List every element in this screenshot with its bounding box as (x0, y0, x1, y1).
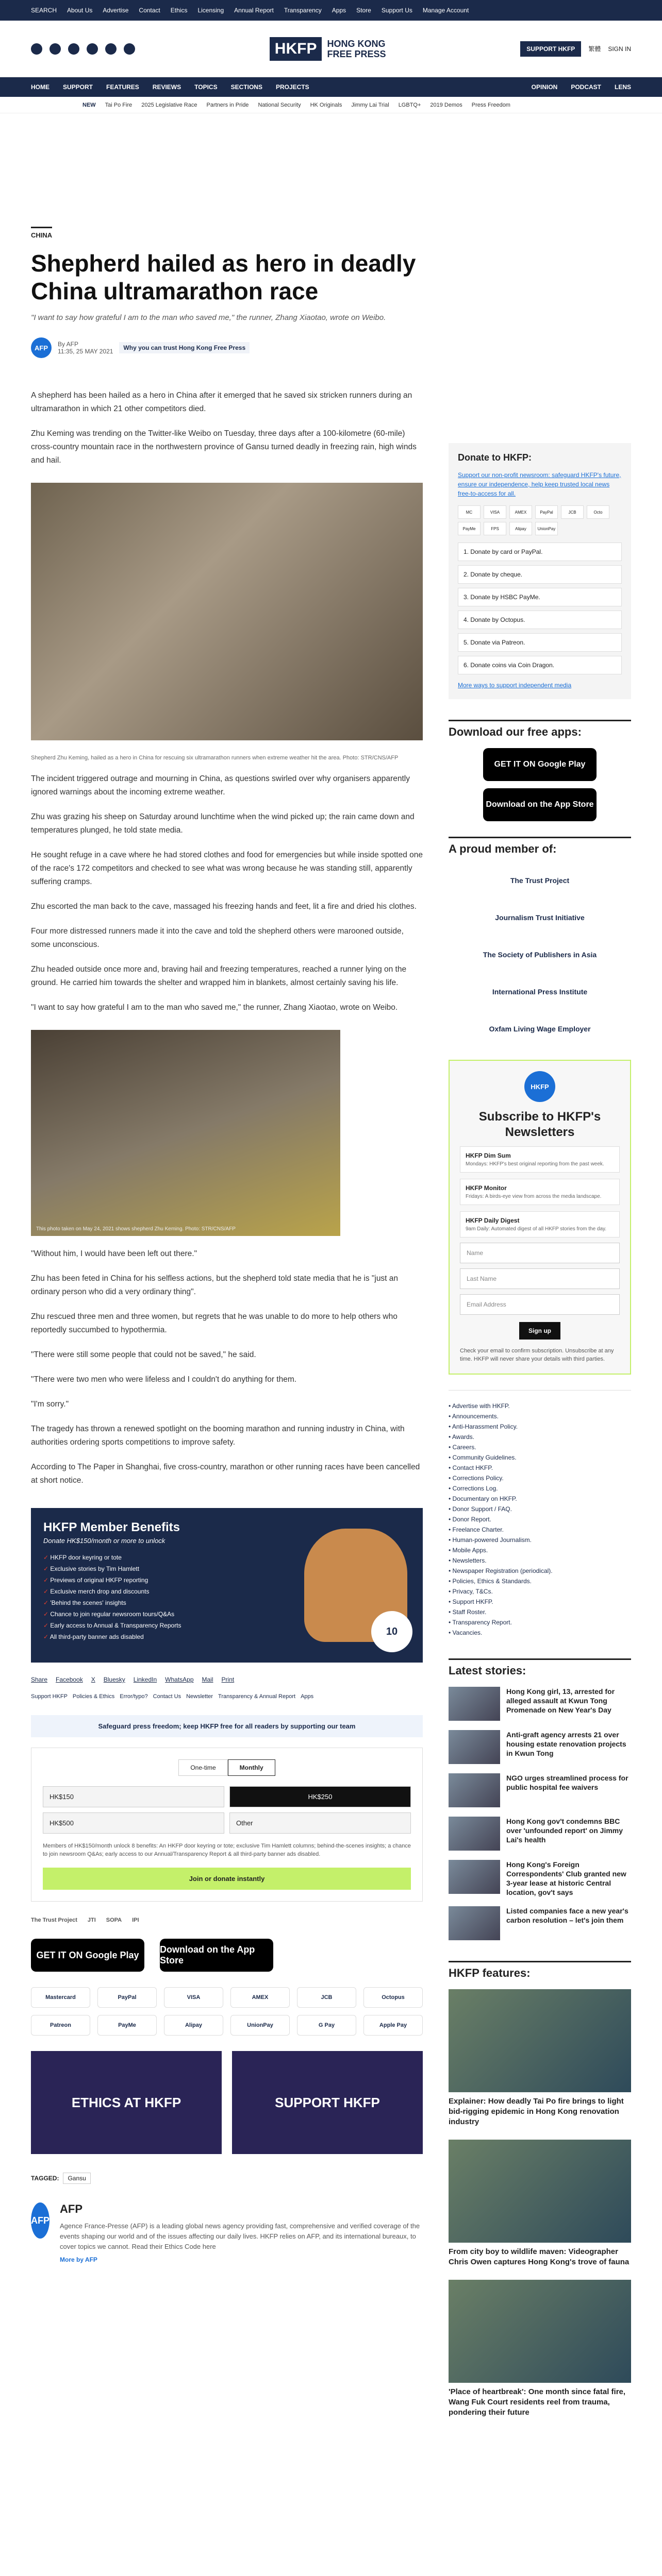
apps-title: Download our free apps: (449, 720, 631, 739)
share-bar (31, 1676, 423, 1683)
apps-link[interactable]: Apps (332, 7, 346, 14)
payment-icon[interactable]: UnionPay (230, 2015, 290, 2036)
nav-projects[interactable]: PROJECTS (275, 83, 309, 91)
tagged-label: TAGGED: (31, 2175, 59, 2182)
feature-title[interactable]: 'Place of heartbreak': One month since fatal fire, Wang Fuk Court residents reel from trauma, pondering their future (449, 2387, 626, 2417)
paragraph: "I'm sorry." (31, 1400, 69, 1409)
language-link[interactable]: 繁體 (588, 45, 601, 53)
ethics-link[interactable]: Ethics (170, 7, 188, 14)
donate-option[interactable]: 5. Donate via Patreon. (458, 633, 622, 652)
payment-icon[interactable]: G Pay (297, 2015, 356, 2036)
footer-link[interactable]: Apps (301, 1693, 314, 1700)
benefit-item: ✓ HKFP door keyring or tote (43, 1552, 410, 1563)
footer-links (31, 1693, 423, 1700)
utility-link[interactable]: • Community Guidelines. (449, 1452, 631, 1463)
paragraph: Four more distressed runners made it into the cave and told the shepherd others were marooned outside, some unconscious. (31, 927, 404, 949)
benefits-tagline: Donate HK$150/month or more to unlock (43, 1537, 166, 1545)
ten-years-badge: 10 (371, 1611, 412, 1652)
article-title: Shepherd hailed as hero in deadly China ultramarathon race (31, 250, 416, 304)
member-title: A proud member of: (449, 837, 631, 856)
story-title[interactable]: NGO urges streamlined process for public hospital fee waivers (506, 1774, 628, 1791)
benefit-item: ✓ 'Behind the scenes' insights (43, 1597, 410, 1608)
google-play-button[interactable]: GET IT ON Google Play (31, 1939, 144, 1972)
monthly-tab[interactable]: Monthly (228, 1759, 275, 1776)
jti-logo[interactable]: JTI (87, 1917, 96, 1923)
donate-sidebar (449, 443, 631, 699)
feature-item[interactable] (449, 2280, 631, 2418)
nav-home[interactable]: HOME (31, 83, 49, 91)
app-store-button[interactable]: Download on the App Store (483, 788, 597, 821)
utility-link[interactable]: • Privacy, T&Cs. (449, 1586, 631, 1597)
sopa-logo[interactable]: The Society of Publishers in Asia (483, 951, 597, 959)
footer-link[interactable]: Policies & Ethics (72, 1693, 115, 1700)
utility-link[interactable]: • Donor Support / FAQ. (449, 1504, 631, 1514)
utility-link[interactable]: • Corrections Policy. (449, 1473, 631, 1483)
donate-title: Donate to HKFP: (458, 452, 532, 463)
trending-bar (0, 97, 662, 113)
jti-logo[interactable]: Journalism Trust Initiative (495, 913, 585, 922)
promo-videos (31, 2051, 423, 2154)
story-thumbnail (449, 1817, 500, 1851)
benefits-title: HKFP Member Benefits (43, 1520, 180, 1534)
utility-link[interactable]: • Mobile Apps. (449, 1545, 631, 1555)
nav-podcast[interactable]: PODCAST (571, 83, 601, 91)
story-title[interactable]: Hong Kong girl, 13, arrested for alleged assault at Kwun Tong Promenade on New Year's Day (506, 1687, 615, 1714)
ethics-video[interactable]: ETHICS AT HKFP (31, 2051, 222, 2154)
share-label: Share (31, 1676, 48, 1683)
nav-features[interactable]: FEATURES (106, 83, 139, 91)
feature-image (449, 1989, 631, 2092)
store-link[interactable]: Store (356, 7, 371, 14)
payment-icon[interactable]: JCB (297, 1987, 356, 2008)
nav-lens[interactable]: LENS (614, 83, 631, 91)
payment-icon[interactable]: VISA (484, 505, 506, 519)
app-store-button[interactable]: Download on the App Store (160, 1939, 273, 1972)
benefit-item: ✓ Exclusive merch drop and discounts (43, 1586, 410, 1597)
story-title[interactable]: Hong Kong gov't condemns BBC over 'unfounded report' on Jimmy Lai's health (506, 1817, 623, 1844)
paragraph: "I want to say how grateful I am to the man who saved me," the runner, Zhang Xiaotao, wrote on Weibo. (31, 1003, 398, 1012)
email-field[interactable]: Email Address (460, 1294, 620, 1315)
paragraph: A shepherd has been hailed as a hero in China after it emerged that he saved six stricken runners during an ultramarathon in which 21 other competitors died. (31, 391, 412, 413)
donate-option[interactable]: 1. Donate by card or PayPal. (458, 543, 622, 561)
payment-icon[interactable]: Octo (587, 505, 609, 519)
advertise-link[interactable]: Advertise (103, 7, 129, 14)
nav-topics[interactable]: TOPICS (194, 83, 218, 91)
name-field[interactable]: Name (460, 1243, 620, 1263)
feature-title[interactable]: From city boy to wildlife maven: Videographer Chris Owen captures Hong Kong's trove of fauna (449, 2247, 630, 2266)
nav-opinion[interactable]: OPINION (531, 83, 558, 91)
masthead-actions (520, 41, 631, 57)
subscribe-title: Subscribe to HKFP's Newsletters (478, 1110, 601, 1139)
payment-icon[interactable]: AMEX (509, 505, 532, 519)
footer-link[interactable]: Error/typo? (120, 1693, 148, 1700)
trending-item[interactable]: LGBTQ+ (398, 101, 421, 108)
feature-title[interactable]: Explainer: How deadly Tai Po fire brings to light bid-rigging epidemic in Hong Kong renovation industry (449, 2097, 624, 2126)
payment-icon[interactable]: VISA (164, 1987, 223, 2008)
utility-link[interactable]: • Contact HKFP. (449, 1463, 631, 1473)
story-title[interactable]: Listed companies face a new year's carbon resolution – let's join them (506, 1907, 628, 1924)
story-thumbnail (449, 1730, 500, 1764)
oxfam-logo[interactable]: Oxfam Living Wage Employer (489, 1025, 591, 1033)
nav-sections[interactable]: SECTIONS (230, 83, 262, 91)
author-name[interactable]: AFP (60, 2202, 82, 2215)
amount-option[interactable]: HK$500 (43, 1812, 224, 1834)
article-column (31, 113, 423, 2430)
main-nav (0, 77, 662, 97)
payment-methods (31, 1987, 423, 2036)
donate-option[interactable]: 2. Donate by cheque. (458, 565, 622, 584)
sidebar (449, 113, 631, 2430)
member-description: Members of HK$150/month unlock 8 benefits: An HKFP door keyring or tote; exclusive Tim Hamlett columns; behind-the-scenes insights; a chance to join newsroom Q&As; early access to our Annual/Transparency Report & all third-party banner ads disabled. (43, 1843, 411, 1857)
payment-icon[interactable]: UnionPay (535, 522, 558, 535)
share-mail[interactable]: Mail (202, 1676, 213, 1683)
bluesky-icon[interactable] (105, 43, 117, 55)
trending-item[interactable]: Jimmy Lai Trial (351, 101, 389, 108)
trust-badge[interactable]: Why you can trust Hong Kong Free Press (119, 342, 250, 353)
author-name[interactable]: By AFP (58, 341, 79, 348)
benefit-item: ✓ Previews of original HKFP reporting (43, 1574, 410, 1586)
amount-options (43, 1786, 411, 1834)
share-bluesky[interactable]: Bluesky (103, 1676, 125, 1683)
logo-text: HONG KONG FREE PRESS (327, 38, 386, 59)
payment-icon[interactable]: Apple Pay (363, 2015, 423, 2036)
utility-links (449, 1390, 631, 1638)
paragraph: "There were two men who were lifeless and I couldn't do anything for them. (31, 1375, 297, 1384)
google-play-button[interactable]: GET IT ON Google Play (483, 748, 597, 781)
utility-link[interactable]: • Support HKFP. (449, 1597, 631, 1607)
publish-date: 11:35, 25 MAY 2021 (58, 348, 113, 355)
payment-icon[interactable]: MC (458, 505, 481, 519)
search-link[interactable]: SEARCH (31, 7, 57, 14)
utility-link[interactable]: • Staff Roster. (449, 1607, 631, 1617)
paragraph: Zhu rescued three men and three women, but regrets that he was unable to do more to help others who reportedly succumbed to hypothermia. (31, 1312, 398, 1334)
share-x[interactable]: X (91, 1676, 95, 1683)
article-kicker[interactable]: CHINA (31, 227, 52, 239)
story-item[interactable] (449, 1860, 631, 1897)
nav-reviews[interactable]: REVIEWS (152, 83, 181, 91)
member-badges (31, 1917, 423, 1923)
paragraph: Zhu has been feted in China for his selfless actions, but the shepherd told state media that he is "just an ordinary person who did a very ordinary thing". (31, 1274, 399, 1296)
newsletter-option[interactable]: HKFP Daily Digest 9am Daily: Automated digest of all HKFP stories from the day. (460, 1211, 620, 1238)
payment-icon[interactable]: JCB (561, 505, 584, 519)
story-item[interactable] (449, 1906, 631, 1940)
payment-icon[interactable]: PayPal (97, 1987, 157, 2008)
app-store-badges (31, 1939, 423, 1972)
utility-link[interactable]: • Newsletters. (449, 1555, 631, 1566)
paragraph: Zhu was grazing his sheep on Saturday around lunchtime when the wind picked up; the rain came down and temperatures plunged, he told state media. (31, 812, 415, 835)
trending-item[interactable]: National Security (258, 101, 301, 108)
donate-option[interactable]: 4. Donate by Octopus. (458, 611, 622, 629)
benefit-item: ✓ Chance to join regular newsroom tours/Q&As (43, 1608, 410, 1620)
benefit-item: ✓ All third-party banner ads disabled (43, 1631, 410, 1642)
site-logo[interactable] (270, 37, 386, 61)
transparency-link[interactable]: Transparency (284, 7, 322, 14)
payment-icon[interactable]: Alipay (509, 522, 532, 535)
byline (31, 337, 423, 358)
member-benefits-banner[interactable] (31, 1508, 423, 1663)
contact-link[interactable]: Contact (139, 7, 160, 14)
features-section (449, 1961, 631, 2418)
utility-link[interactable]: • Careers. (449, 1442, 631, 1452)
story-thumbnail (449, 1687, 500, 1721)
benefit-item: ✓ Early access to Annual & Transparency Reports (43, 1620, 410, 1631)
utility-link[interactable]: • Donor Report. (449, 1514, 631, 1524)
last-name-field[interactable]: Last Name (460, 1268, 620, 1289)
newsletter-signup (449, 1060, 631, 1375)
story-thumbnail (449, 1773, 500, 1807)
frequency-toggle (43, 1759, 411, 1776)
utility-link[interactable]: • Awards. (449, 1432, 631, 1442)
one-time-tab[interactable]: One-time (178, 1759, 227, 1776)
annual-report-link[interactable]: Annual Report (234, 7, 274, 14)
more-by-author-link[interactable]: More by AFP (60, 2256, 97, 2263)
manage-account-link[interactable]: Manage Account (422, 7, 469, 14)
share-print[interactable]: Print (221, 1676, 235, 1683)
paragraph: Zhu Keming was trending on the Twitter-like Weibo on Tuesday, three days after a 100-kilometre (60-mile) cross-country mountain race in the northwestern province of Gansu turned deadly in freezing rain, high winds and hail. (31, 429, 417, 465)
payment-icon[interactable]: Mastercard (31, 1987, 90, 2008)
share-facebook[interactable]: Facebook (56, 1676, 83, 1683)
byline-text (58, 341, 113, 355)
photo-shepherd-cave (31, 483, 423, 761)
share-whatsapp[interactable]: WhatsApp (165, 1676, 194, 1683)
paragraph: "There were still some people that could not be saved," he said. (31, 1350, 256, 1359)
story-title[interactable]: Hong Kong's Foreign Correspondents' Club granted new 3-year lease at historic Central location, gov't says (506, 1860, 626, 1896)
feature-image (449, 2140, 631, 2243)
payment-icon[interactable]: Octopus (363, 1987, 423, 2008)
author-bio: Agence France-Presse (AFP) is a leading global news agency providing fast, comprehensive and verified coverage of the events shaping our world and of the issues affecting our daily lives. HKFP relies on AFP, and its international bureaux, to cover topics we cannot. Read their Ethics Code here (60, 2222, 420, 2250)
signup-button[interactable]: Sign up (519, 1322, 560, 1340)
amount-option-selected[interactable]: HK$250 (229, 1786, 411, 1807)
payment-icon[interactable]: PayMe (97, 2015, 157, 2036)
utility-link[interactable]: • Corrections Log. (449, 1483, 631, 1494)
trending-label: NEW (82, 101, 96, 108)
donate-intro[interactable]: Support our non-profit newsroom: safeguard HKFP's future, ensure our independence, help keep trusted local news free-to-access for all. (458, 471, 621, 497)
about-link[interactable]: About Us (67, 7, 93, 14)
feature-item[interactable] (449, 1989, 631, 2127)
nav-support[interactable]: SUPPORT (63, 83, 93, 91)
social-icons (31, 43, 135, 55)
paragraph: The incident triggered outrage and mourning in China, as questions swirled over why organisers apparently ignored warnings about the incoming extreme weather. (31, 774, 410, 796)
payment-icon[interactable]: PayMe (458, 522, 481, 535)
support-link[interactable]: Support Us (381, 7, 412, 14)
latest-stories (449, 1658, 631, 1940)
masthead (0, 21, 662, 77)
newsletter-option[interactable]: HKFP Monitor Fridays: A birds-eye view from across the media landscape. (460, 1179, 620, 1205)
share-linkedin[interactable]: LinkedIn (133, 1676, 157, 1683)
paragraph: Zhu headed outside once more and, braving hail and freezing temperatures, reached a runner lying on the ground. He carried him towards the shelter and wrapped him in blankets, almost certainly saving his life. (31, 965, 407, 987)
tag-gansu[interactable]: Gansu (63, 2173, 90, 2184)
story-thumbnail (449, 1906, 500, 1940)
trending-item[interactable]: HK Originals (310, 101, 342, 108)
paragraph: He sought refuge in a cave where he had stored clothes and food for emergencies but while inside spotted one of the race's 172 competitors and checked to see what was wrong because he was standing still, apparently suffering cramps. (31, 851, 423, 886)
tags (31, 2175, 423, 2182)
trust-project-logo[interactable]: The Trust Project (31, 1917, 77, 1923)
photo-caption: Shepherd Zhu Keming, hailed as a hero in China for rescuing six ultramarathon runners when extreme weather hit the area. Photo: STR/CNS/AFP (31, 755, 399, 761)
photo-shepherd-portrait (31, 1030, 340, 1236)
trending-item[interactable]: 2025 Legislative Race (141, 101, 197, 108)
footer-link[interactable]: Support HKFP (31, 1693, 68, 1700)
story-thumbnail (449, 1860, 500, 1894)
feature-item[interactable] (449, 2140, 631, 2267)
sopa-logo[interactable]: SOPA (106, 1917, 122, 1923)
utility-link[interactable]: • Newspaper Registration (periodical). (449, 1566, 631, 1576)
donate-widget (31, 1748, 423, 1902)
story-item[interactable] (449, 1773, 631, 1807)
facebook-icon[interactable] (31, 43, 42, 55)
donate-option[interactable]: 6. Donate coins via Coin Dragon. (458, 656, 622, 674)
payment-icon[interactable]: Patreon (31, 2015, 90, 2036)
hkfp-avatar: HKFP (524, 1071, 555, 1102)
more-ways-link[interactable]: More ways to support independent media (458, 682, 572, 689)
author-avatar[interactable]: AFP (31, 2202, 49, 2239)
signin-link[interactable]: SIGN IN (608, 45, 631, 53)
paragraph: Zhu escorted the man back to the cave, massaged his freezing hands and feet, lit a fire and dried his clothes. (31, 902, 417, 911)
latest-title: Latest stories: (449, 1658, 631, 1677)
paragraph: According to The Paper in Shanghai, five cross-country, marathon or other running races have been cancelled at short notice. (31, 1463, 420, 1485)
youtube-icon[interactable] (87, 43, 98, 55)
features-title: HKFP features: (449, 1961, 631, 1980)
amount-option[interactable]: HK$150 (43, 1786, 224, 1807)
trending-item[interactable]: Partners in Pride (206, 101, 249, 108)
footer-link[interactable]: Transparency & Annual Report (218, 1693, 296, 1700)
trust-project-logo[interactable]: The Trust Project (510, 876, 570, 885)
author-info (60, 2202, 423, 2263)
payment-row (458, 505, 622, 535)
trending-item[interactable]: Tai Po Fire (105, 101, 133, 108)
threads-icon[interactable] (124, 43, 135, 55)
trending-item[interactable]: Press Freedom (471, 101, 510, 108)
story-item[interactable] (449, 1730, 631, 1764)
article-body (31, 389, 423, 1487)
footer-link[interactable]: Newsletter (186, 1693, 213, 1700)
newsletter-option[interactable]: HKFP Dim Sum Mondays: HKFP's best original reporting from the past week. (460, 1146, 620, 1173)
story-item[interactable] (449, 1687, 631, 1721)
logo-box: HKFP (270, 37, 322, 61)
feature-image (449, 2280, 631, 2383)
utility-link[interactable]: • Freelance Charter. (449, 1524, 631, 1535)
utility-link[interactable]: • Advertise with HKFP. (449, 1401, 631, 1411)
donate-option[interactable]: 3. Donate by HSBC PayMe. (458, 588, 622, 606)
payment-icon[interactable]: AMEX (230, 1987, 290, 2008)
story-item[interactable] (449, 1817, 631, 1851)
story-title[interactable]: Anti-graft agency arrests 21 over housing estate renovation projects in Kwun Tong (506, 1731, 626, 1757)
instagram-icon[interactable] (68, 43, 79, 55)
safeguard-banner[interactable]: Safeguard press freedom; keep HKFP free for all readers by supporting our team (31, 1715, 423, 1737)
paragraph: The tragedy has thrown a renewed spotlight on the booming marathon and running industry in China, with authorities ordering sports competitions to improve safety. (31, 1425, 405, 1447)
utility-link[interactable]: • Anti-Harassment Policy. (449, 1421, 631, 1432)
member-logos (449, 865, 631, 1044)
licensing-link[interactable]: Licensing (197, 7, 224, 14)
support-button[interactable]: SUPPORT HKFP (520, 41, 581, 57)
utility-link[interactable]: • Human-powered Journalism. (449, 1535, 631, 1545)
footer-link[interactable]: Contact Us (153, 1693, 181, 1700)
utility-link[interactable]: • Vacancies. (449, 1628, 631, 1638)
support-video[interactable]: SUPPORT HKFP (232, 2051, 423, 2154)
ipi-logo[interactable]: IPI (132, 1917, 139, 1923)
utility-link[interactable]: • Documentary on HKFP. (449, 1494, 631, 1504)
utility-link[interactable]: • Policies, Ethics & Standards. (449, 1576, 631, 1586)
trending-item[interactable]: 2019 Demos (430, 101, 462, 108)
x-icon[interactable] (49, 43, 61, 55)
utility-link[interactable]: • Transparency Report. (449, 1617, 631, 1628)
photo-caption: This photo taken on May 24, 2021 shows shepherd Zhu Keming. Photo: STR/CNS/AFP (36, 1226, 236, 1232)
payment-icon[interactable]: Alipay (164, 2015, 223, 2036)
paragraph: "Without him, I would have been left out there." (31, 1249, 197, 1258)
signup-note: Check your email to confirm subscription. Unsubscribe at any time. HKFP will never share your details with third parties. (460, 1348, 614, 1362)
author-avatar[interactable]: AFP (31, 337, 52, 358)
author-box (31, 2202, 423, 2263)
amount-option[interactable]: Other (229, 1812, 411, 1834)
ipi-logo[interactable]: International Press Institute (492, 988, 588, 996)
payment-icon[interactable]: PayPal (535, 505, 558, 519)
page-wrap (0, 113, 662, 2430)
join-button[interactable]: Join or donate instantly (43, 1868, 411, 1890)
utility-link[interactable]: • Announcements. (449, 1411, 631, 1421)
payment-icon[interactable]: FPS (484, 522, 506, 535)
article-subtitle: "I want to say how grateful I am to the man who saved me," the runner, Zhang Xiaotao, wrote on Weibo. (31, 313, 386, 322)
top-bar (0, 0, 662, 21)
benefit-item: ✓ Exclusive stories by Tim Hamlett (43, 1563, 410, 1574)
